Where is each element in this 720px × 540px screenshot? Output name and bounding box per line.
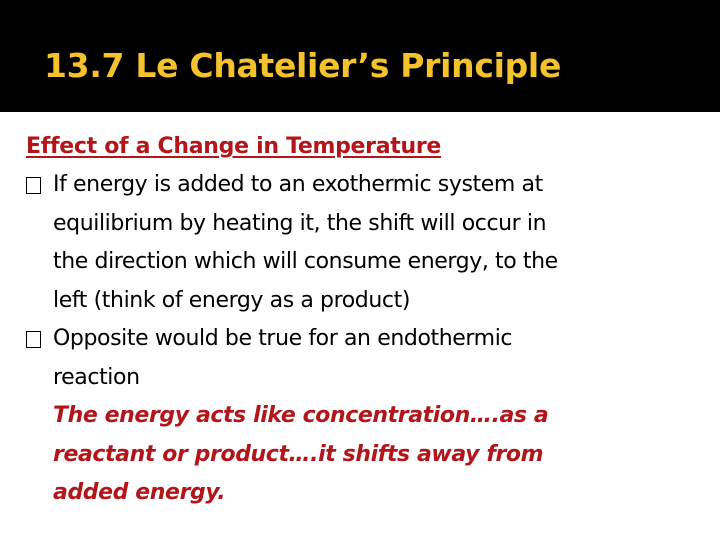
title-bar <box>0 0 720 112</box>
subheading: Effect of a Change in Temperature <box>26 134 442 159</box>
bullet-line: left (think of energy as a product) <box>53 287 411 313</box>
slide-title: 13.7 Le Chatelier’s Principle <box>44 46 562 85</box>
bullet-line: If energy is added to an exothermic system at <box>53 172 543 197</box>
slide-content <box>26 128 706 513</box>
bullet-line: reaction <box>53 364 140 390</box>
bullet-line: the direction which will consume energy, to the <box>53 249 558 274</box>
emphasis-note <box>26 397 706 513</box>
bullet-item-heating <box>26 166 706 320</box>
bullet-line: Opposite would be true for an endothermic <box>53 326 513 351</box>
emphasis-line: added energy. <box>53 480 226 505</box>
emphasis-line: The energy acts like concentration….as a <box>53 403 549 428</box>
box-bullet-icon <box>26 177 41 194</box>
box-bullet-icon <box>26 331 41 348</box>
bullet-line: equilibrium by heating it, the shift will occur in <box>53 210 547 236</box>
emphasis-line: reactant or product….it shifts away from <box>53 441 544 467</box>
bullet-item-endothermic <box>26 320 706 397</box>
